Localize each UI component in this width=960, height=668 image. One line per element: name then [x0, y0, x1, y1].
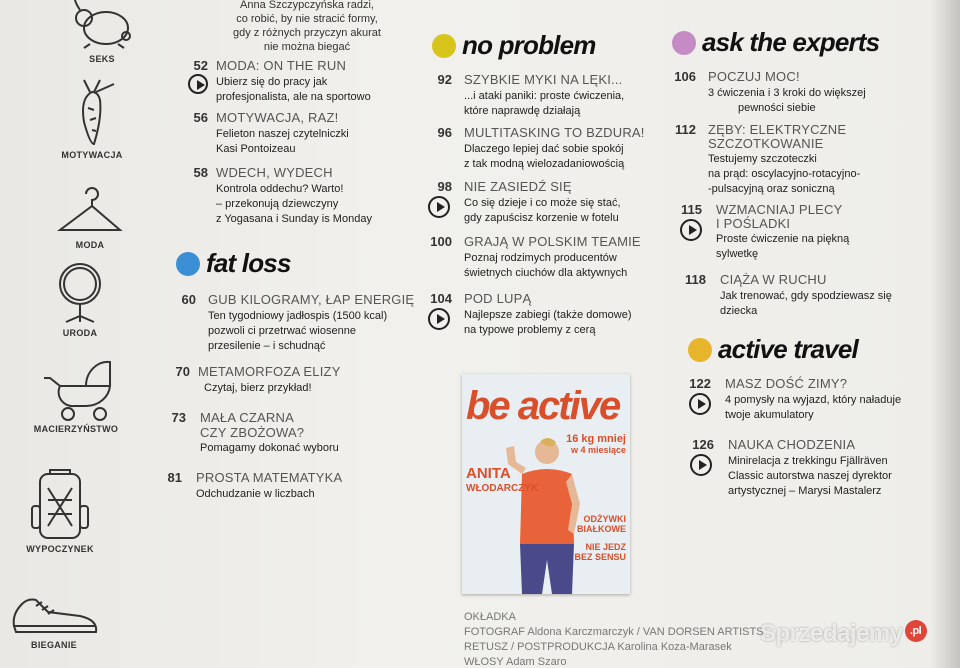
play-icon[interactable]: [680, 219, 702, 241]
cover-promo: 16 kg mniej w 4 miesiące: [566, 433, 626, 455]
cover-credits: OKŁADKA FOTOGRAF Aldona Karczmarczyk / VAN DORSEN ARTISTS RETUSZ / POSTPRODUKCJA Karolina Koza-Marasek WŁOSY Adam Szaro: [464, 611, 764, 668]
cover-brand: be active: [466, 384, 620, 428]
section-ask-the-experts: ask the experts: [672, 27, 879, 58]
section-dot: [688, 338, 712, 362]
sidebar-item-label: MOTYWACJA: [61, 150, 123, 160]
sidebar-item-uroda: [30, 260, 130, 338]
top-intro-text: Anna Szczypczyńska radzi, co robić, by nie stracić formy, gdy z różnych przyczyn akurat nie można biegać: [233, 0, 381, 53]
magazine-cover[interactable]: [462, 374, 630, 594]
mirror-icon: [40, 260, 120, 326]
section-no-problem: no problem: [432, 30, 596, 61]
sidebar-item-wypoczynek: [10, 466, 110, 554]
sidebar-item-bieganie: [4, 592, 104, 650]
section-dot: [672, 31, 696, 55]
sidebar-item-label: URODA: [62, 328, 98, 338]
sidebar-item-label: MODA: [75, 240, 105, 250]
section-dot: [176, 252, 200, 276]
play-icon[interactable]: [690, 454, 712, 476]
play-icon[interactable]: [428, 196, 450, 218]
section-active-travel: active travel: [688, 334, 858, 365]
section-fat-loss: fat loss: [176, 248, 291, 279]
section-dot: [432, 34, 456, 58]
sidebar-item-label: SEKS: [89, 54, 115, 64]
sneaker-icon: [6, 592, 102, 638]
watermark-logo: Sprzedajemy .pl: [760, 620, 927, 648]
sidebar-item-label: WYPOCZYNEK: [26, 544, 94, 554]
sidebar-item-label: MACIERZYŃSTWO: [33, 424, 119, 434]
rabbit-icon: [62, 0, 142, 52]
sidebar-item-macierzynstwo: [26, 356, 126, 434]
hanger-icon: [50, 182, 130, 238]
magazine-toc-page: SEKS MOTYWACJA MODA URODA MACIERZYŃSTWO WYPOCZYNEK BIEGANIE Anna Szczypczyńska radzi, co robić, by nie stracić formy, gdy z różnych przyczyn akurat nie można biegać 52 MODA: ON THE RUN Ubierz się do pracy jak profesjonalista, ale na sportowo 56 MOTYWACJA, RAZ! Felieton naszej czytelniczki Kasi Pontoizeau 58 WDECH, WYDECH Kontrola oddechu? Warto! – przekonują dziewczyny z Yogasana i Sunday is Monday fat loss 60 GUB KILOGRAMY, ŁAP ENERGIĘ Ten tygodniowy jadłospis (1500 kcal) pozwoli ci przetrwać wiosenne przesilenie – i schudnąć 70 METAMORFOZA ELIZY Czytaj, bierz przykład! 73 MAŁA CZARNA CZY ZBOŻOWA? Pomagamy dokonać wyboru 81 PROSTA MATEMATYKA Odchudzanie w liczbach no problem 92 SZYBKIE MYKI NA LĘKI... ...i ataki paniki: proste ćwiczenia, które naprawdę działają 96 MULTITASKING TO BZDURA! Dlaczego lepiej dać sobie spokój z tak modną wielozadaniowością 98 NIE ZASIEDŹ SIĘ Co się dzieje i co może się stać, gdy zapuścisz korzenie w fotelu 100 GRAJĄ W POLSKIM TEAMIE Poznaj rodzimych producentów świetnych ciuchów dla aktywnych 104 POD LUPĄ Najlepsze zabiegi (także domowe) na typowe problemy z cerą be active ANITA WŁODARCZYK 16 kg mniej w 4 miesiące ODŻYWKI BIAŁKOWE NIE JEDZ BEZ SENSU OKŁADKA FOTOGRAF Aldona Karczmarczyk / VAN DORSEN ARTISTS RETUSZ / POSTPRODUKCJA Karolina Koza-Marasek WŁOSY Adam Szaro ask the experts 106 POCZUJ MOC! 3 ćwiczenia i 3 kroki do większej pewności siebie 112 ZĘBY: ELEKTRYCZNE SZCZOTKOWANIE Testujemy szczoteczki na prąd: oscylacyjno-rotacyjno- -pulsacyjną oraz soniczną 115 WZMACNIAJ PLECY I POŚLADKI Proste ćwiczenie na piękną sylwetkę 118 CIĄŻA W RUCHU Jak trenować, gdy spodziewasz się dziecka active travel 122 MASZ DOŚĆ ZIMY? 4 pomysły na wyjazd, który naładuje twoje akumulatory 126 NAUKA CHODZENIA Minirelacja z trekkingu Fjällräven Classic autorstwa naszej dyrektor artystycznej – Marysi Mastalerz Sprzedajemy .pl: [0, 0, 960, 668]
sidebar-item-seks: [52, 0, 152, 64]
sidebar-item-moda: [40, 182, 140, 250]
carrot-icon: [52, 78, 132, 148]
play-icon[interactable]: [689, 393, 711, 415]
play-icon[interactable]: [428, 308, 450, 330]
page-edge-shadow: [930, 0, 960, 668]
cover-callouts: ODŻYWKI BIAŁKOWE NIE JEDZ BEZ SENSU: [574, 514, 626, 562]
cover-headline: ANITA WŁODARCZYK: [466, 465, 539, 494]
shopping-cart-icon: [188, 74, 208, 94]
backpack-icon: [20, 466, 100, 542]
sidebar-item-label: BIEGANIE: [31, 640, 77, 650]
stroller-icon: [36, 356, 116, 422]
sidebar-item-motywacja: [42, 78, 142, 160]
